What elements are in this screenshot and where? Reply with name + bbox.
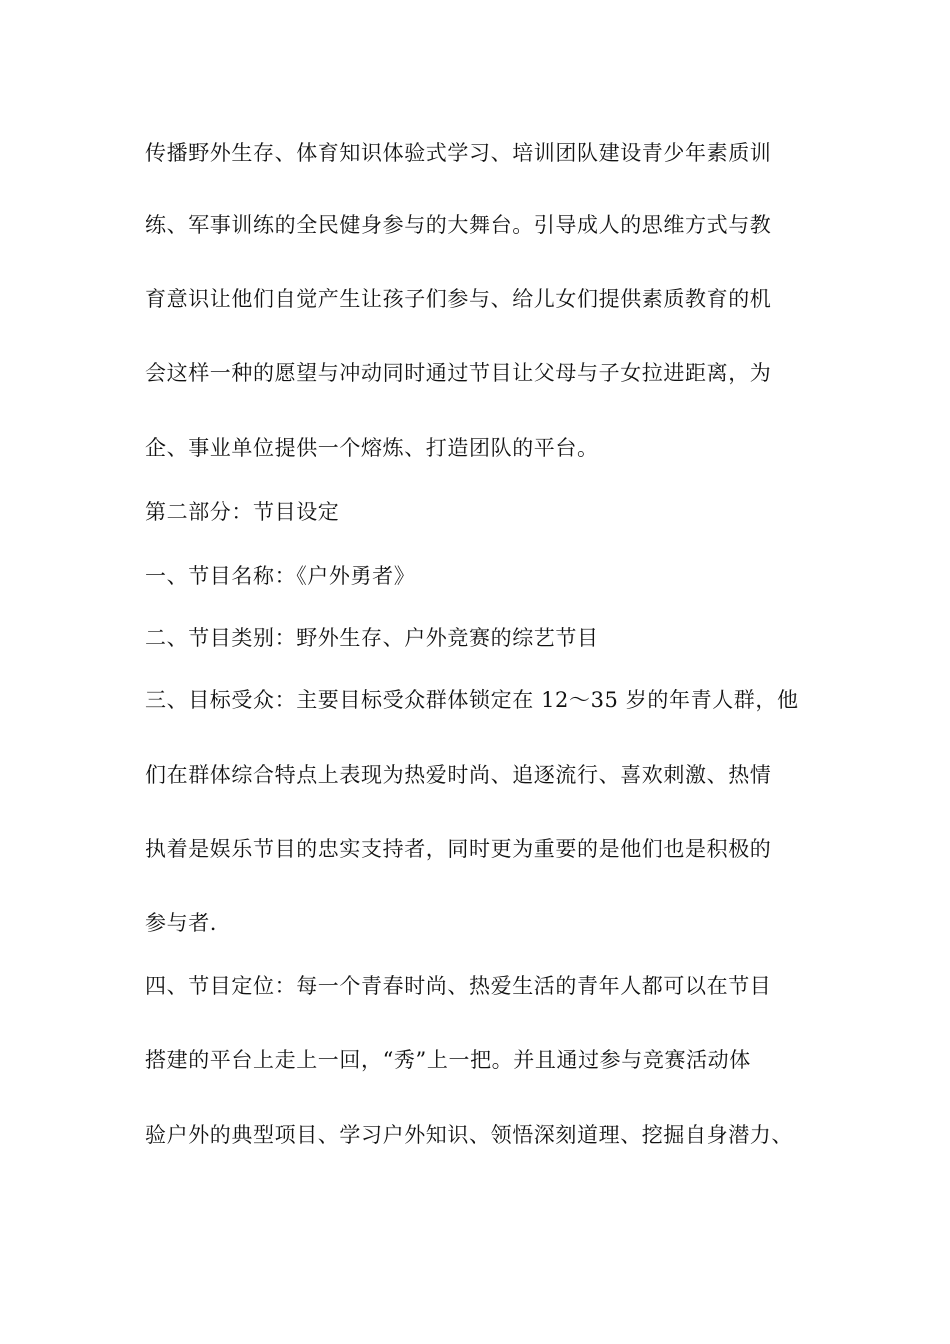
body-text-line: 企、事业单位提供一个熔炼、打造团队的平台。 (145, 436, 599, 460)
body-text-line: 搭建的平台上走上一回，“秀”上一把。并且通过参与竞赛活动体 (145, 1048, 751, 1072)
section-heading: 第二部分：节目设定 (145, 500, 340, 524)
body-text-line: 传播野外生存、体育知识体验式学习、培训团队建设青少年素质训 (145, 141, 772, 165)
body-text-line: 们在群体综合特点上表现为热爱时尚、追逐流行、喜欢刺激、热情 (145, 763, 772, 787)
body-text-line: 育意识让他们自觉产生让孩子们参与、给儿女们提供素质教育的机 (145, 287, 772, 311)
body-text-line: 验户外的典型项目、学习户外知识、领悟深刻道理、挖掘自身潜力、 (145, 1123, 793, 1147)
program-positioning-item: 四、节目定位：每一个青春时尚、热爱生活的青年人都可以在节目 (145, 974, 772, 998)
program-category-item: 二、节目类别：野外生存、户外竞赛的综艺节目 (145, 626, 599, 650)
body-text-line: 参与者. (145, 911, 218, 935)
target-audience-item: 三、目标受众：主要目标受众群体锁定在 12～35 岁的年青人群，他 (145, 688, 799, 712)
body-text-line: 会这样一种的愿望与冲动同时通过节目让父母与子女拉进距离，为 (145, 361, 772, 385)
body-text-line: 执着是娱乐节目的忠实支持者，同时更为重要的是他们也是积极的 (145, 837, 772, 861)
program-name-item: 一、节目名称：《户外勇者》 (145, 564, 416, 588)
body-text-line: 练、军事训练的全民健身参与的大舞台。引导成人的思维方式与教 (145, 213, 772, 237)
